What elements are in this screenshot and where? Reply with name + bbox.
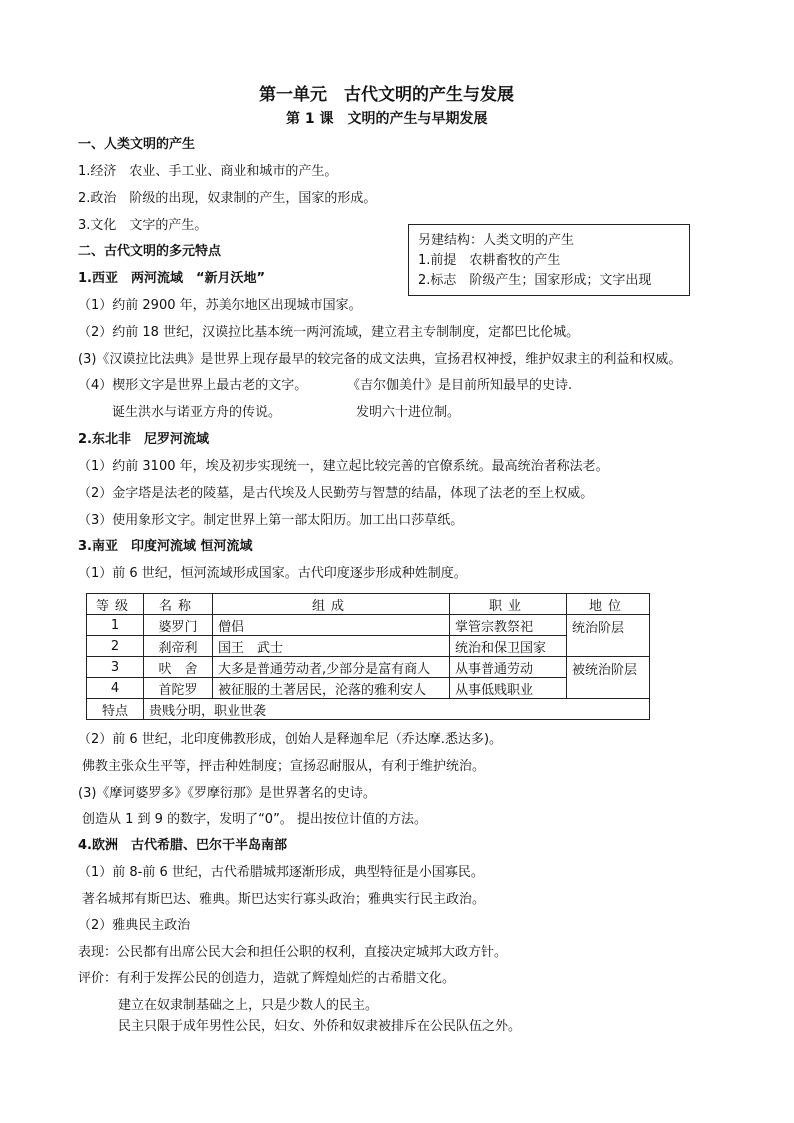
cell-name: 首陀罗 — [144, 678, 213, 699]
table-row — [87, 678, 650, 699]
cell-occupation: 从事普通劳动 — [450, 657, 567, 678]
cell-name: 婆罗门 — [144, 615, 213, 636]
in-line-2: （2）前 6 世纪，北印度佛教形成，创始人是释迦牟尼（乔达摩.悉达多)。 — [78, 732, 503, 747]
table-row — [87, 615, 650, 636]
wa-line-3: (3)《汉谟拉比法典》是世界上现存最早的较完备的成文法典，宣扬君权神授，维护奴隶主的利益和权威。 — [78, 352, 682, 367]
cell-status-ruling: 统治阶层 — [567, 615, 650, 657]
header-occupation: 职业 — [450, 594, 567, 615]
cell-composition: 大多是普通劳动者,少部分是富有商人 — [213, 657, 450, 678]
northeast-africa-heading: 2.东北非 尼罗河流域 — [78, 432, 209, 447]
eg-line-3: （3）使用象形文字。制定世界上第一部太阳历。加工出口莎草纸。 — [78, 513, 464, 528]
section-2-heading: 二、古代文明的多元特点 — [78, 244, 222, 259]
wa-line-2: （2）约前 18 世纪，汉谟拉比基本统一两河流域，建立君主专制制度，定都巴比伦城。 — [78, 325, 580, 340]
cell-occupation: 掌管宗教祭祀 — [450, 615, 567, 636]
cell-feature-value: 贵贱分明，职业世袭 — [144, 699, 650, 720]
section-1-heading: 一、人类文明的产生 — [78, 137, 196, 152]
cell-feature-label: 特点 — [87, 699, 144, 720]
table-feature-row — [87, 699, 650, 720]
header-status: 地位 — [567, 594, 650, 615]
cell-occupation: 从事低贱职业 — [450, 678, 567, 699]
unit-title: 第一单元 古代文明的产生与发展 — [259, 85, 514, 105]
wa-line-5a: 诞生洪水与诺亚方舟的传说。 — [112, 405, 282, 420]
cell-rank: 2 — [87, 636, 144, 657]
eu-line-5: 评价：有利于发挥公民的创造力，造就了辉煌灿烂的古希腊文化。 — [78, 971, 456, 986]
wa-line-4b: 《吉尔伽美什》是目前所知最早的史诗. — [347, 378, 573, 393]
west-asia-heading: 1.西亚 两河流域 “新月沃地” — [78, 271, 266, 286]
cell-rank: 4 — [87, 678, 144, 699]
s1-line-3: 3.文化 文字的产生。 — [78, 218, 208, 233]
cell-occupation: 统治和保卫国家 — [450, 636, 567, 657]
header-rank: 等级 — [87, 594, 144, 615]
in-line-1: （1）前 6 世纪，恒河流域形成国家。古代印度逐步形成种姓制度。 — [78, 566, 467, 581]
header-composition: 组成 — [213, 594, 450, 615]
eu-line-2: 著名城邦有斯巴达、雅典。斯巴达实行寡头政治；雅典实行民主政治。 — [82, 892, 486, 907]
in-line-4: (3)《摩诃婆罗多》《罗摩衍那》是世界著名的史诗。 — [78, 786, 376, 801]
eg-line-2: （2）金字塔是法老的陵墓，是古代埃及人民勤劳与智慧的结晶，体现了法老的至上权威。 — [78, 486, 594, 501]
s1-line-1: 1.经济 农业、手工业、商业和城市的产生。 — [78, 164, 338, 179]
eu-line-6: 建立在奴隶制基础之上，只是少数人的民主。 — [118, 998, 379, 1013]
wa-line-4a: （4）楔形文字是世界上最古老的文字。 — [78, 378, 308, 393]
eu-line-4: 表现：公民都有出席公民大会和担任公职的权利，直接决定城邦大政方针。 — [78, 945, 508, 960]
table-header-row — [87, 594, 650, 615]
in-line-3: 佛教主张众生平等，抨击种姓制度；宣扬忍耐服从，有利于维护统治。 — [82, 759, 486, 774]
note-line-2: 1.前提 农耕畜牧的产生 — [418, 253, 561, 268]
cell-rank: 3 — [87, 657, 144, 678]
table-row — [87, 636, 650, 657]
caste-system-table — [86, 593, 650, 720]
eu-line-7: 民主只限于成年男性公民，妇女、外侨和奴隶被排斥在公民队伍之外。 — [118, 1019, 522, 1034]
eu-line-3: （2）雅典民主政治 — [78, 918, 191, 933]
eu-line-1: （1）前 8-前 6 世纪，古代希腊城邦逐渐形成，典型特征是小国寡民。 — [78, 865, 484, 880]
lesson-title: 第 1 课 文明的产生与早期发展 — [286, 111, 488, 127]
in-line-5: 创造从 1 到 9 的数字，发明了“0”。 提出按位计值的方法。 — [82, 812, 427, 827]
table-row — [87, 657, 650, 678]
note-line-1: 另建结构：人类文明的产生 — [418, 233, 575, 248]
note-line-3: 2.标志 阶级产生；国家形成；文字出现 — [418, 273, 652, 288]
cell-status-ruled: 被统治阶层 — [567, 657, 650, 699]
europe-heading: 4.欧洲 古代希腊、巴尔干半岛南部 — [78, 838, 287, 853]
south-asia-heading: 3.南亚 印度河流域 恒河流域 — [78, 539, 253, 554]
wa-line-1: （1）约前 2900 年，苏美尔地区出现城市国家。 — [78, 298, 362, 313]
s1-line-2: 2.政治 阶级的出现，奴隶制的产生，国家的形成。 — [78, 191, 377, 206]
cell-composition: 被征服的土著居民，沦落的雅利安人 — [213, 678, 450, 699]
header-name: 名称 — [144, 594, 213, 615]
cell-rank: 1 — [87, 615, 144, 636]
cell-composition: 国王 武士 — [213, 636, 450, 657]
wa-line-5b: 发明六十进位制。 — [356, 405, 461, 420]
cell-composition: 僧侣 — [213, 615, 450, 636]
eg-line-1: （1）约前 3100 年，埃及初步实现统一，建立起比较完善的官僚系统。最高统治者称法老。 — [78, 459, 609, 474]
cell-name: 吠 舍 — [144, 657, 213, 678]
structure-note-box — [408, 224, 690, 296]
cell-name: 刹帝利 — [144, 636, 213, 657]
